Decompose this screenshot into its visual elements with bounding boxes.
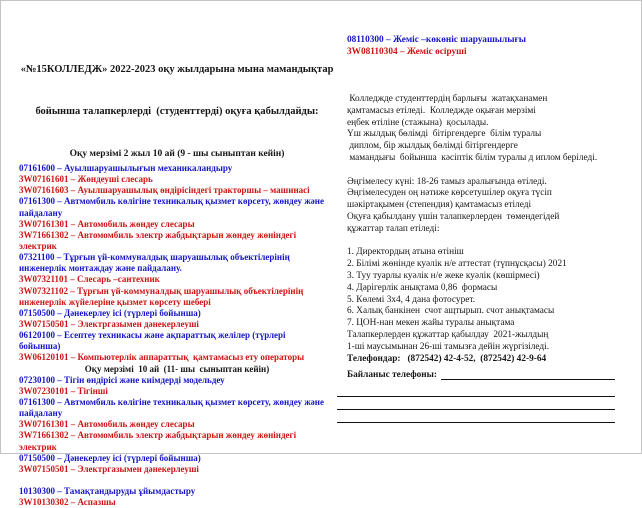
specialty-line: пайдалану bbox=[19, 408, 63, 419]
text-line bbox=[347, 236, 615, 248]
specialty-line: 3W07230101 – Тігінші bbox=[19, 385, 108, 396]
specialty-line: 07161300 – Автмомбиль көлігіне техникалық қызмет көрсету, жөндеу және bbox=[19, 396, 324, 407]
contact-phone-row bbox=[347, 367, 615, 380]
text-line: Үш жылдық бөлімді бітіргендерге білім туралы bbox=[347, 129, 542, 140]
specialty-line: 07321100 – Тұрғын үй-коммуналдық шаруашылық объектілерінің bbox=[19, 252, 290, 263]
specialty-line: электрик bbox=[19, 240, 57, 251]
text-line: мамандығы бойынша кәсіптік білім туралы д иплом беріледі. bbox=[347, 152, 598, 163]
specialty-line: Оқу мерзімі 10 ай (11- шы сыныптан кейін) bbox=[84, 363, 270, 374]
text-line bbox=[347, 82, 615, 94]
specialty-line: 07161600 – Ауылшаруашылығын механикаландыру bbox=[19, 163, 233, 173]
specialty-line: инженерлік жүйелеріне қызмет көрсету шебері bbox=[19, 296, 211, 307]
specialty-line: электрик bbox=[19, 441, 57, 452]
specialty-line: 3W07321101 – Слесарь –сантехник bbox=[19, 274, 160, 285]
text-line: 3W08110304 – Жеміс өсіруші bbox=[347, 46, 467, 57]
specialty-line: 10130300 – Тамақтандыруды ұйымдастыру bbox=[19, 486, 196, 497]
text-line: 1-ші маусымынан 26-ші тамызға дейін жүргізіледі. bbox=[347, 341, 550, 352]
term-heading-1: Оқу мерзімі 2 жыл 10 ай (9 - шы сыныптан кейін) bbox=[69, 149, 285, 159]
specialty-line: бойынша) bbox=[19, 341, 61, 352]
specialty-line: 07230100 – Тігін өндірісі және киімдерді модельдеу bbox=[19, 374, 225, 385]
specialty-line: 3W10130302 – Аспазшы bbox=[19, 497, 116, 508]
text-line: шәкіртақымен (степендия) қамтамасыз етіледі bbox=[347, 200, 532, 211]
specialty-list bbox=[19, 163, 335, 508]
specialty-line: 07150500 – Дәнекерлеу ісі (түрлері бойынша) bbox=[19, 452, 201, 463]
text-line: Колледжде студенттердің барлығы жатақханамен bbox=[347, 93, 548, 104]
text-line: 3. Туу туарлы куәлік н/е жеке куәлік (көшірмесі) bbox=[347, 270, 540, 281]
signature-lines bbox=[337, 384, 615, 423]
text-line: қамтамасыз етіледі. Колледжде оқыған мерзімі bbox=[347, 105, 536, 116]
right-column bbox=[347, 35, 615, 423]
text-line: Телефондар: (872542) 42-4-52, (872542) 42-9-64 bbox=[347, 353, 547, 364]
signature-line bbox=[337, 410, 615, 423]
specialty-line: 07161300 – Автмомбиль көлігіне техникалық қызмет көрсету, жөндеу және bbox=[19, 196, 324, 207]
specialty-line: 06120100 – Есептеу техникасы және ақпараттық желілер (түрлері bbox=[19, 330, 286, 341]
left-column bbox=[19, 35, 335, 508]
text-line: 08110300 – Жеміс –көкөніс шаруашылығы bbox=[347, 35, 527, 45]
text-line: 7. ЦОН-нан мекен жайы туралы анықтама bbox=[347, 318, 515, 329]
text-line: Талапкерлерден құжаттар қабылдау 2021-жылдың bbox=[347, 329, 549, 340]
title-line-1: «№15КОЛЛЕДЖ» 2022-2023 оқу жылдарына мына мамандықтар bbox=[20, 64, 334, 75]
specialty-line: 3W07150501 – Электргазымен дәнекерлеуші bbox=[19, 463, 199, 474]
contact-phone-label: Байланыс телефоны: bbox=[347, 370, 438, 381]
specialty-line: 3W07161301 – Автомобиль жөндеу слесары bbox=[19, 218, 195, 229]
specialty-line: 3W71661302 – Автомомбиль электр жабдықтарын жөндеу жөніндегі bbox=[19, 430, 297, 441]
text-line: Әңгімелесу күні: 18-26 тамыз аралығында өтіледі. bbox=[347, 176, 547, 187]
specialty-line: 3W07161601 – Жөндеуші слесарь bbox=[19, 174, 153, 185]
signature-line bbox=[337, 384, 615, 397]
specialty-line: 3W07321102 – Тұрғын үй-коммуналдық шаруашылық объектілерінің bbox=[19, 285, 304, 296]
text-line: еңбек өтіліне (стажына) қосылады. bbox=[347, 117, 489, 128]
specialty-line: пайдалану bbox=[19, 207, 63, 218]
text-line: 4. Дәрігерлік анықтама 0,86 формасы bbox=[347, 282, 498, 293]
signature-line bbox=[337, 397, 615, 410]
specialty-line: 3W71661302 – Автомомбиль электр жабдықтарын жөндеу жөніндегі bbox=[19, 229, 297, 240]
text-line bbox=[347, 70, 615, 82]
specialty-line: инженерлік монтаждау және пайдалану. bbox=[19, 263, 182, 274]
text-line: Оқуға қабылдану үшін талапкерлерден төмендегідей bbox=[347, 211, 560, 222]
text-line: диплом, бір жылдық бөлімді бітіргендерге bbox=[347, 141, 518, 152]
specialty-line bbox=[19, 475, 335, 486]
specialty-line: 3W06120101 – Компьютерлік аппараттық қамтамасыз ету операторы bbox=[19, 352, 305, 363]
info-text-block bbox=[347, 35, 615, 365]
specialty-line: 3W07161603 – Ауылшаруашылық өндірісіндегі тракторшы – машинасі bbox=[19, 185, 310, 196]
text-line: 2. Білімі жөнінде куәлік н/е аттестат (түпнұсқасы) 2021 bbox=[347, 259, 567, 270]
text-line: 6. Халық банкінен счот ащтырып. счот анықтамасы bbox=[347, 306, 555, 317]
text-line: Әңгімелесуден оң нәтиже көрсетушілер оқуға түсіп bbox=[347, 188, 552, 199]
text-line bbox=[347, 165, 615, 177]
text-line bbox=[347, 59, 615, 71]
text-line: 5. Көлемі 3х4, 4 дана фотосурет. bbox=[347, 294, 476, 305]
title-line-2: бойынша талапкерлерді (студенттерді) оқуға қабылдайды: bbox=[35, 106, 319, 117]
text-line: құжаттар талап етіледі: bbox=[347, 223, 440, 234]
specialty-line: 3W07150501 – Электргазымен дәнекерлеуші bbox=[19, 318, 199, 329]
specialty-line: 3W07161301 – Автомобиль жөндеу слесары bbox=[19, 419, 195, 430]
text-line: 1. Директордың атына өтініш bbox=[347, 247, 464, 258]
contact-phone-blank-line bbox=[441, 379, 615, 380]
document-title bbox=[19, 35, 335, 147]
specialty-line: 07150500 – Дәнекерлеу ісі (түрлері бойынша) bbox=[19, 307, 201, 318]
